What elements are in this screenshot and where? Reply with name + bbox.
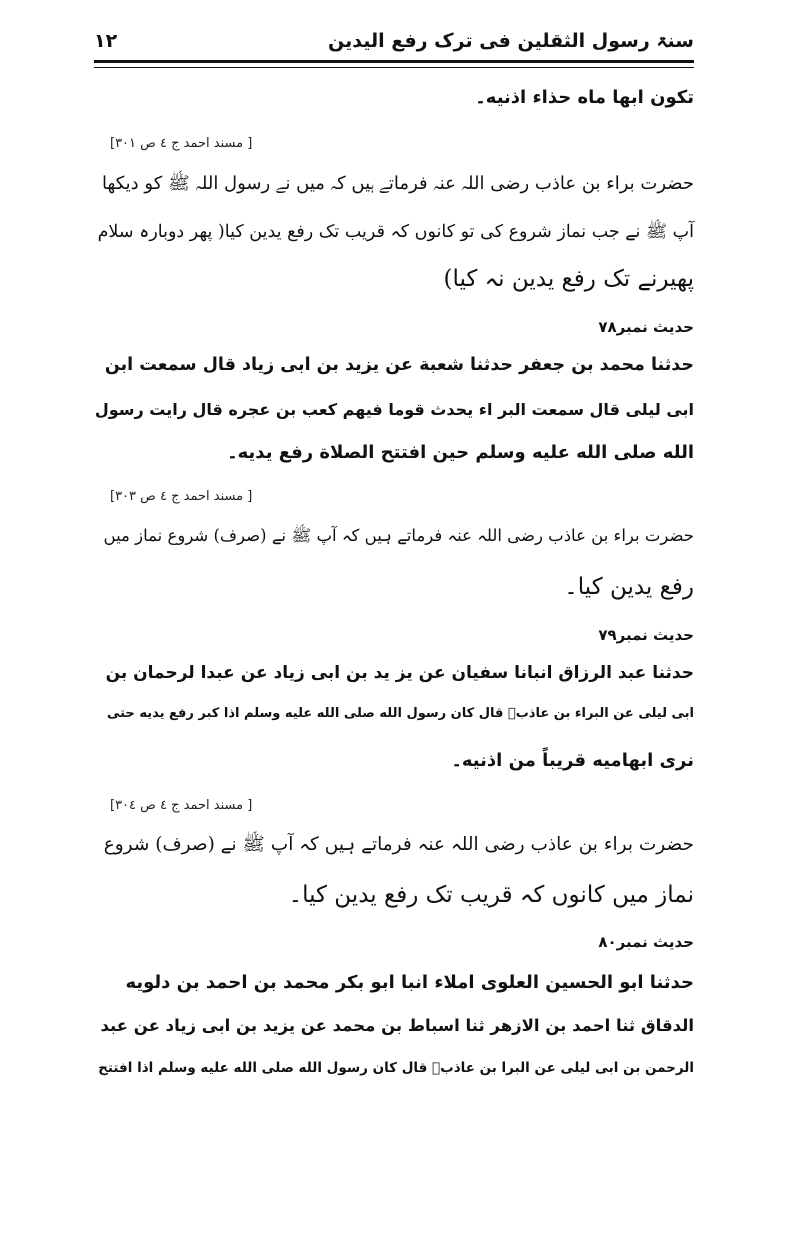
page-number: ۱۲ xyxy=(94,30,118,52)
urdu-translation-line: حضرت براء بن عاذب رضی اللہ عنہ فرماتے ہیں کہ آپ ﷺ نے (صرف) شروع نماز میں xyxy=(103,526,694,545)
source-reference: [ مسند احمد ج ٤ ص ٣٠٤] xyxy=(110,798,253,813)
page-header xyxy=(94,28,694,54)
urdu-translation-line: آپ ﷺ نے جب نماز شروع کی تو کانوں کہ قریب تک رفع یدین کیا( پھر دوبارہ سلام xyxy=(97,222,694,242)
arabic-line: حدثنا ابو الحسین العلوی املاء انبا ابو بکر محمد بن احمد بن دلویه xyxy=(125,972,694,993)
urdu-translation-line: پھیرنے تک رفع یدین نہ کیا) xyxy=(443,266,694,292)
urdu-translation-line: حضرت براء بن عاذب رضی اللہ عنہ فرماتے ہیں کہ آپ ﷺ نے (صرف) شروع xyxy=(103,834,694,855)
arabic-line: تکون ابها ماه حذاء اذنیه۔ xyxy=(475,87,694,108)
hadith-number-heading: حدیث نمبر۷۹ xyxy=(598,626,694,644)
source-reference: [ مسند احمد ج ٤ ص ٣٠١] xyxy=(110,136,253,151)
arabic-line: ابی لیلی عن البراء بن عاذبؓ قال کان رسول الله صلی الله علیه وسلم اذا کبر رفع یدیه حتی xyxy=(106,706,694,721)
arabic-line: نری ابهامیه قریباً من اذنیه۔ xyxy=(451,750,694,771)
header-rule-thick xyxy=(94,60,694,63)
hadith-number-heading: حدیث نمبر۸۰ xyxy=(598,933,694,951)
arabic-line: حدثنا محمد بن جعفر حدثنا شعبة عن یزید بن ابی زیاد قال سمعت ابن xyxy=(104,355,694,375)
urdu-translation-line: رفع یدین کیا۔ xyxy=(564,574,694,600)
arabic-line: الله صلی الله علیه وسلم حین افتتح الصلاة رفع یدیه۔ xyxy=(227,442,694,463)
source-reference: [ مسند احمد ج ٤ ص ٣٠٣] xyxy=(110,489,253,504)
urdu-translation-line: حضرت براء بن عاذب رضی اللہ عنہ فرماتے ہیں کہ میں نے رسول اللہ ﷺ کو دیکھا xyxy=(101,173,694,194)
header-rule-thin xyxy=(94,67,694,68)
hadith-number-heading: حدیث نمبر۷۸ xyxy=(598,318,694,336)
arabic-line: ابی لیلی قال سمعت البر اء یحدث قوما فیهم کعب بن عجره قال رایت رسول xyxy=(94,400,694,419)
urdu-translation-line: نماز میں کانوں کہ قریب تک رفع یدین کیا۔ xyxy=(288,882,694,908)
arabic-line: حدثنا عبد الرزاق انبانا سفیان عن یز ید بن ابی زیاد عن عبدا لرحمان بن xyxy=(105,663,694,683)
running-title: سنۃ رسول الثقلین فی ترک رفع الیدین xyxy=(327,30,694,52)
arabic-line: الرحمن بن ابی لیلی عن البرا بن عاذبؓ قال کان رسول الله صلی الله علیه وسلم اذا افتتح xyxy=(98,1060,694,1076)
arabic-line: الدقاق ثنا احمد بن الازهر ثنا اسباط بن محمد عن یزید بن ابی زیاد عن عبد xyxy=(100,1016,694,1035)
